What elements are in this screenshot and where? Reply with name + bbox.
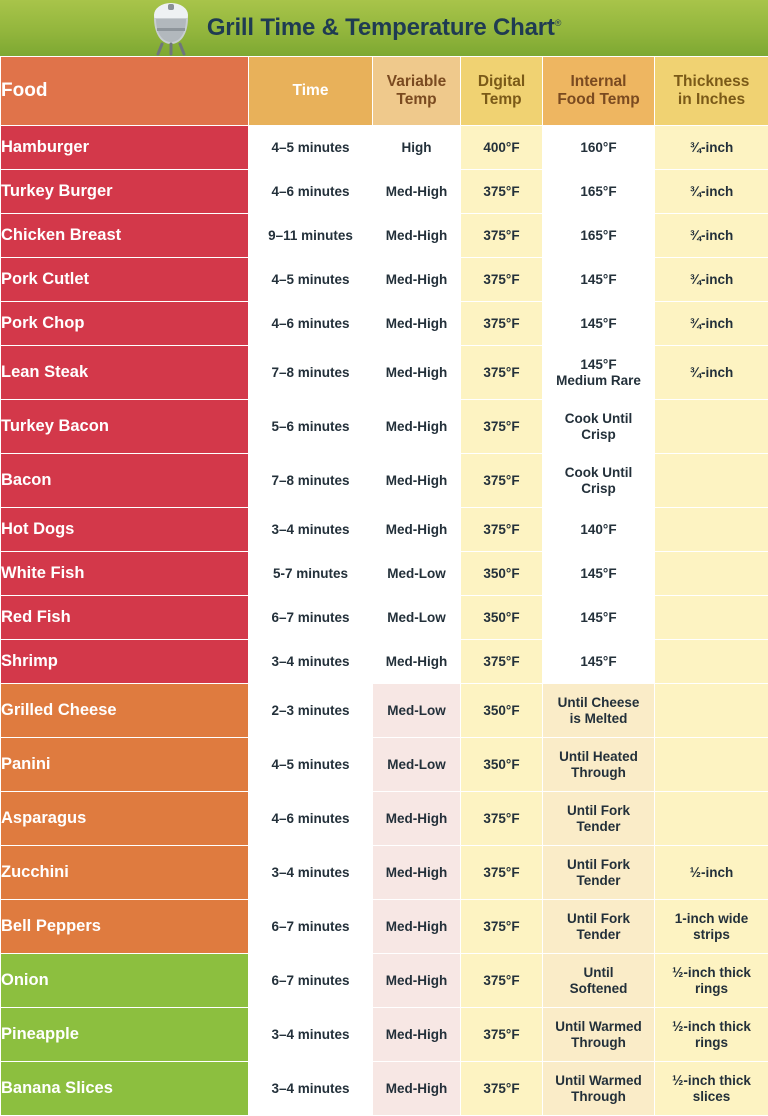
cell-variable-7: Med-High — [373, 454, 461, 508]
cell-internal-7-line2: Crisp — [543, 481, 654, 496]
cell-internal-5-line1: 145°F — [543, 357, 654, 372]
cell-food-9: White Fish — [1, 552, 249, 596]
cell-thickness-8 — [655, 508, 768, 552]
cell-variable-6: Med-High — [373, 400, 461, 454]
cell-internal-19-line1: Until Warmed — [543, 1073, 654, 1088]
cell-time-10: 6–7 minutes — [249, 596, 373, 640]
column-header-variable-line1: Variable — [373, 73, 460, 91]
cell-thickness-16-line1: 1-inch wide — [655, 911, 768, 926]
cell-time-11: 3–4 minutes — [249, 640, 373, 684]
page-title — [207, 14, 561, 42]
cell-time-13: 4–5 minutes — [249, 738, 373, 792]
cell-digital-16: 375°F — [461, 900, 543, 954]
table-row — [1, 126, 768, 170]
table-row — [1, 400, 768, 454]
grill-time-temperature-table — [0, 56, 768, 1116]
cell-thickness-3: ¾-inch — [655, 258, 768, 302]
cell-thickness-18-line2: rings — [655, 1035, 768, 1050]
column-header-digital-temp — [461, 57, 543, 126]
cell-thickness-0: ¾-inch — [655, 126, 768, 170]
cell-time-5: 7–8 minutes — [249, 346, 373, 400]
cell-thickness-5: ¾-inch — [655, 346, 768, 400]
cell-thickness-4: ¾-inch — [655, 302, 768, 346]
cell-time-1: 4–6 minutes — [249, 170, 373, 214]
cell-thickness-16 — [655, 900, 768, 954]
column-header-thickness-line2: in Inches — [655, 91, 768, 109]
table-row — [1, 302, 768, 346]
cell-thickness-11 — [655, 640, 768, 684]
cell-food-17: Onion — [1, 954, 249, 1008]
table-row — [1, 846, 768, 900]
cell-internal-5-line2: Medium Rare — [543, 373, 654, 388]
column-header-variable-temp — [373, 57, 461, 126]
cell-food-15: Zucchini — [1, 846, 249, 900]
cell-food-18: Pineapple — [1, 1008, 249, 1062]
cell-variable-16: Med-High — [373, 900, 461, 954]
cell-digital-5: 375°F — [461, 346, 543, 400]
cell-internal-15-line2: Tender — [543, 873, 654, 888]
cell-variable-12: Med-Low — [373, 684, 461, 738]
column-header-internal-food-temp — [543, 57, 655, 126]
cell-time-0: 4–5 minutes — [249, 126, 373, 170]
table-row — [1, 346, 768, 400]
table-header — [1, 57, 768, 126]
cell-time-16: 6–7 minutes — [249, 900, 373, 954]
cell-digital-2: 375°F — [461, 214, 543, 258]
cell-variable-5: Med-High — [373, 346, 461, 400]
cell-digital-17: 375°F — [461, 954, 543, 1008]
cell-variable-18: Med-High — [373, 1008, 461, 1062]
cell-digital-18: 375°F — [461, 1008, 543, 1062]
cell-digital-3: 375°F — [461, 258, 543, 302]
chart-header-banner — [0, 0, 768, 56]
table-row — [1, 640, 768, 684]
cell-internal-13-line2: Through — [543, 765, 654, 780]
table-row — [1, 1008, 768, 1062]
cell-thickness-2: ¾-inch — [655, 214, 768, 258]
cell-thickness-19-line2: slices — [655, 1089, 768, 1104]
cell-time-9: 5-7 minutes — [249, 552, 373, 596]
cell-internal-17-line1: Until — [543, 965, 654, 980]
column-header-internal-line2: Food Temp — [543, 91, 654, 109]
cell-time-18: 3–4 minutes — [249, 1008, 373, 1062]
table-row — [1, 508, 768, 552]
cell-digital-10: 350°F — [461, 596, 543, 640]
trademark-symbol: ® — [555, 18, 561, 28]
cell-internal-10: 145°F — [543, 596, 655, 640]
column-header-internal-line1: Internal — [543, 73, 654, 91]
cell-internal-19-line2: Through — [543, 1089, 654, 1104]
cell-internal-16-line2: Tender — [543, 927, 654, 942]
table-row — [1, 596, 768, 640]
cell-time-6: 5–6 minutes — [249, 400, 373, 454]
cell-thickness-13 — [655, 738, 768, 792]
cell-internal-5 — [543, 346, 655, 400]
cell-time-7: 7–8 minutes — [249, 454, 373, 508]
cell-food-5: Lean Steak — [1, 346, 249, 400]
cell-internal-14-line2: Tender — [543, 819, 654, 834]
page-title-text: Grill Time & Temperature Chart — [207, 14, 555, 41]
cell-thickness-10 — [655, 596, 768, 640]
cell-variable-8: Med-High — [373, 508, 461, 552]
cell-food-7: Bacon — [1, 454, 249, 508]
cell-internal-17-line2: Softened — [543, 981, 654, 996]
cell-internal-14-line1: Until Fork — [543, 803, 654, 818]
cell-internal-7-line1: Cook Until — [543, 465, 654, 480]
cell-thickness-9 — [655, 552, 768, 596]
table-body — [1, 126, 768, 1116]
cell-digital-13: 350°F — [461, 738, 543, 792]
cell-variable-0: High — [373, 126, 461, 170]
cell-time-17: 6–7 minutes — [249, 954, 373, 1008]
cell-internal-12 — [543, 684, 655, 738]
cell-thickness-18 — [655, 1008, 768, 1062]
cell-variable-14: Med-High — [373, 792, 461, 846]
cell-internal-19 — [543, 1062, 655, 1116]
cell-variable-17: Med-High — [373, 954, 461, 1008]
column-header-time — [249, 57, 373, 126]
table-row — [1, 1062, 768, 1116]
cell-variable-1: Med-High — [373, 170, 461, 214]
cell-internal-15 — [543, 846, 655, 900]
column-header-thickness — [655, 57, 768, 126]
cell-internal-15-line1: Until Fork — [543, 857, 654, 872]
cell-digital-4: 375°F — [461, 302, 543, 346]
cell-internal-3: 145°F — [543, 258, 655, 302]
cell-internal-17 — [543, 954, 655, 1008]
cell-thickness-1: ¾-inch — [655, 170, 768, 214]
cell-digital-1: 375°F — [461, 170, 543, 214]
table-row — [1, 792, 768, 846]
cell-internal-7 — [543, 454, 655, 508]
cell-variable-13: Med-Low — [373, 738, 461, 792]
cell-internal-13-line1: Until Heated — [543, 749, 654, 764]
cell-internal-16 — [543, 900, 655, 954]
cell-thickness-12 — [655, 684, 768, 738]
column-header-food — [1, 57, 249, 126]
cell-thickness-14 — [655, 792, 768, 846]
cell-internal-2: 165°F — [543, 214, 655, 258]
cell-time-3: 4–5 minutes — [249, 258, 373, 302]
cell-thickness-17 — [655, 954, 768, 1008]
cell-internal-6 — [543, 400, 655, 454]
cell-internal-9: 145°F — [543, 552, 655, 596]
cell-digital-12: 350°F — [461, 684, 543, 738]
cell-variable-2: Med-High — [373, 214, 461, 258]
cell-internal-8: 140°F — [543, 508, 655, 552]
cell-food-14: Asparagus — [1, 792, 249, 846]
cell-digital-0: 400°F — [461, 126, 543, 170]
cell-thickness-19 — [655, 1062, 768, 1116]
cell-digital-9: 350°F — [461, 552, 543, 596]
cell-internal-0: 160°F — [543, 126, 655, 170]
table-row — [1, 214, 768, 258]
cell-variable-15: Med-High — [373, 846, 461, 900]
cell-internal-13 — [543, 738, 655, 792]
cell-food-10: Red Fish — [1, 596, 249, 640]
cell-thickness-7 — [655, 454, 768, 508]
cell-digital-8: 375°F — [461, 508, 543, 552]
cell-food-4: Pork Chop — [1, 302, 249, 346]
table-row — [1, 454, 768, 508]
cell-internal-14 — [543, 792, 655, 846]
cell-time-8: 3–4 minutes — [249, 508, 373, 552]
cell-time-15: 3–4 minutes — [249, 846, 373, 900]
table-row — [1, 684, 768, 738]
column-header-digital-line2: Temp — [461, 91, 542, 109]
cell-thickness-17-line1: ½-inch thick — [655, 965, 768, 980]
cell-time-12: 2–3 minutes — [249, 684, 373, 738]
cell-variable-3: Med-High — [373, 258, 461, 302]
cell-internal-4: 145°F — [543, 302, 655, 346]
cell-food-6: Turkey Bacon — [1, 400, 249, 454]
cell-internal-11: 145°F — [543, 640, 655, 684]
cell-digital-6: 375°F — [461, 400, 543, 454]
column-header-digital-line1: Digital — [461, 73, 542, 91]
cell-food-2: Chicken Breast — [1, 214, 249, 258]
table-row — [1, 900, 768, 954]
cell-variable-11: Med-High — [373, 640, 461, 684]
cell-time-14: 4–6 minutes — [249, 792, 373, 846]
cell-variable-10: Med-Low — [373, 596, 461, 640]
cell-food-1: Turkey Burger — [1, 170, 249, 214]
column-header-food-line1: Food — [1, 80, 47, 101]
column-header-time-line1: Time — [293, 82, 329, 99]
cell-internal-12-line2: is Melted — [543, 711, 654, 726]
cell-time-19: 3–4 minutes — [249, 1062, 373, 1116]
cell-food-11: Shrimp — [1, 640, 249, 684]
cell-variable-9: Med-Low — [373, 552, 461, 596]
cell-internal-6-line1: Cook Until — [543, 411, 654, 426]
cell-digital-14: 375°F — [461, 792, 543, 846]
cell-food-19: Banana Slices — [1, 1062, 249, 1116]
grill-icon — [148, 2, 194, 56]
cell-food-13: Panini — [1, 738, 249, 792]
cell-digital-11: 375°F — [461, 640, 543, 684]
cell-internal-18-line2: Through — [543, 1035, 654, 1050]
cell-digital-15: 375°F — [461, 846, 543, 900]
cell-thickness-15: ½-inch — [655, 846, 768, 900]
table-row — [1, 954, 768, 1008]
cell-time-2: 9–11 minutes — [249, 214, 373, 258]
cell-food-8: Hot Dogs — [1, 508, 249, 552]
cell-food-16: Bell Peppers — [1, 900, 249, 954]
cell-variable-4: Med-High — [373, 302, 461, 346]
cell-thickness-19-line1: ½-inch thick — [655, 1073, 768, 1088]
cell-thickness-16-line2: strips — [655, 927, 768, 942]
cell-thickness-18-line1: ½-inch thick — [655, 1019, 768, 1034]
cell-time-4: 4–6 minutes — [249, 302, 373, 346]
column-header-variable-line2: Temp — [373, 91, 460, 109]
cell-internal-18 — [543, 1008, 655, 1062]
cell-internal-1: 165°F — [543, 170, 655, 214]
table-header-row — [1, 57, 768, 126]
cell-thickness-17-line2: rings — [655, 981, 768, 996]
table-row — [1, 738, 768, 792]
cell-variable-19: Med-High — [373, 1062, 461, 1116]
cell-digital-19: 375°F — [461, 1062, 543, 1116]
table-row — [1, 170, 768, 214]
cell-food-3: Pork Cutlet — [1, 258, 249, 302]
table-row — [1, 552, 768, 596]
table-row — [1, 258, 768, 302]
cell-internal-16-line1: Until Fork — [543, 911, 654, 926]
cell-thickness-6 — [655, 400, 768, 454]
cell-food-12: Grilled Cheese — [1, 684, 249, 738]
cell-internal-6-line2: Crisp — [543, 427, 654, 442]
column-header-thickness-line1: Thickness — [655, 73, 768, 91]
cell-food-0: Hamburger — [1, 126, 249, 170]
cell-digital-7: 375°F — [461, 454, 543, 508]
cell-internal-12-line1: Until Cheese — [543, 695, 654, 710]
cell-internal-18-line1: Until Warmed — [543, 1019, 654, 1034]
